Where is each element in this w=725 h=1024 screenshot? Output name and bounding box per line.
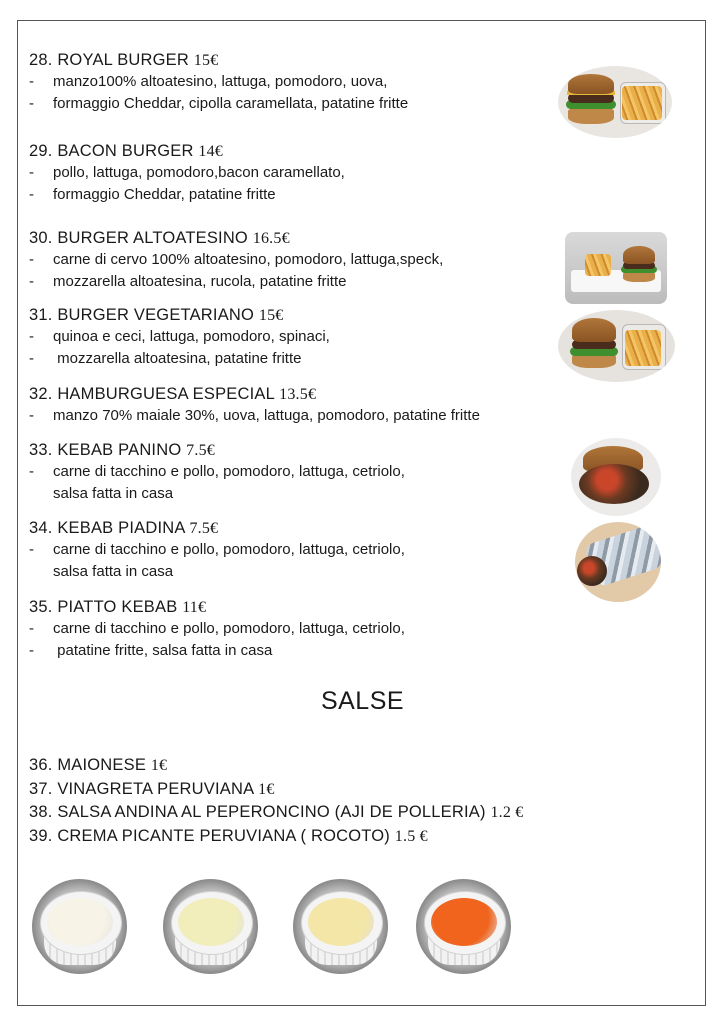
item-price: 14€: [198, 143, 223, 160]
menu-item-kebab-piadina: [29, 518, 405, 583]
sauce-fill: [178, 898, 244, 946]
item-title: 34. KEBAB PIADINA 7.5€: [29, 519, 219, 537]
item-desc-line: - carne di tacchino e pollo, pomodoro, lattuga, cetriolo,: [29, 620, 405, 637]
item-price: 7.5€: [186, 442, 215, 459]
sauce-bowl-andina: [293, 879, 388, 974]
item-price: 11€: [182, 599, 207, 616]
item-desc-line: - mozzarella altoatesina, rucola, patatine fritte: [29, 273, 347, 290]
menu-item-burger-vegetariano: [29, 305, 330, 370]
item-desc-line: - formaggio Cheddar, patatine fritte: [29, 186, 276, 203]
menu-item-burger-altoatesino: [29, 228, 443, 293]
item-title: 32. HAMBURGUESA ESPECIAL 13.5€: [29, 385, 317, 403]
item-desc-line: salsa fatta in casa: [53, 485, 174, 502]
royal-burger-photo: [558, 66, 672, 138]
sauce-fill: [47, 898, 113, 946]
item-title: 33. KEBAB PANINO 7.5€: [29, 441, 215, 459]
sauce-bowl-rocoto: [416, 879, 511, 974]
item-price: 7.5€: [189, 520, 219, 537]
burger-vegetariano-photo: [558, 310, 675, 382]
item-desc-line: salsa fatta in casa: [53, 563, 174, 580]
item-desc-line: - carne di tacchino e pollo, pomodoro, lattuga, cetriolo,: [29, 463, 405, 480]
sauce-bowl-vinagreta: [163, 879, 258, 974]
item-price: 15€: [258, 307, 284, 324]
menu-item-hamburguesa-especial: [29, 384, 480, 427]
item-desc-line: - carne di cervo 100% altoatesino, pomodoro, lattuga,speck,: [29, 251, 444, 268]
item-price: 15€: [193, 52, 219, 69]
item-title: 31. BURGER VEGETARIANO 15€: [29, 306, 284, 324]
item-title: 35. PIATTO KEBAB 11€: [29, 598, 207, 616]
sauce-fill: [431, 898, 497, 946]
item-title: 30. BURGER ALTOATESINO 16.5€: [29, 229, 290, 247]
sauce-item-crema-rocoto: 39. CREMA PICANTE PERUVIANA ( ROCOTO) 1.5 €: [29, 826, 428, 845]
item-desc-line: - mozzarella altoatesina, patatine fritte: [29, 350, 302, 367]
sauce-item-vinagreta: 37. VINAGRETA PERUVIANA 1€: [29, 779, 275, 798]
item-desc-line: - patatine fritte, salsa fatta in casa: [29, 642, 273, 659]
item-desc-line: - carne di tacchino e pollo, pomodoro, lattuga, cetriolo,: [29, 541, 405, 558]
sauce-item-salsa-andina: 38. SALSA ANDINA AL PEPERONCINO (AJI DE POLLERIA) 1.2 €: [29, 803, 524, 821]
item-title: 28. ROYAL BURGER 15€: [29, 51, 219, 69]
menu-item-piatto-kebab: [29, 597, 405, 662]
item-desc-line: - formaggio Cheddar, cipolla caramellata, patatine fritte: [29, 95, 409, 112]
kebab-panino-photo: [571, 438, 661, 516]
item-title: 29. BACON BURGER 14€: [29, 142, 223, 160]
sauce-bowl-maionese: [32, 879, 127, 974]
item-desc-line: - quinoa e ceci, lattuga, pomodoro, spinaci,: [29, 328, 330, 345]
item-price: 13.5€: [279, 386, 317, 403]
kebab-piadina-photo: [575, 522, 661, 602]
item-desc-line: - manzo 70% maiale 30%, uova, lattuga, pomodoro, patatine fritte: [29, 407, 480, 424]
sauce-list: [29, 754, 523, 848]
sauce-fill: [308, 898, 374, 946]
sauces-heading: SALSE: [320, 687, 405, 715]
sauce-item-maionese: 36. MAIONESE 1€: [29, 756, 168, 774]
item-desc-line: - pollo, lattuga, pomodoro,bacon caramellato,: [29, 164, 345, 181]
menu-item-royal-burger: [29, 50, 408, 115]
burger-altoatesino-photo: [565, 232, 667, 304]
item-price: 16.5€: [252, 230, 290, 247]
menu-item-bacon-burger: [29, 141, 345, 206]
item-desc-line: - manzo100% altoatesino, lattuga, pomodoro, uova,: [29, 73, 388, 90]
menu-item-kebab-panino: [29, 440, 405, 505]
